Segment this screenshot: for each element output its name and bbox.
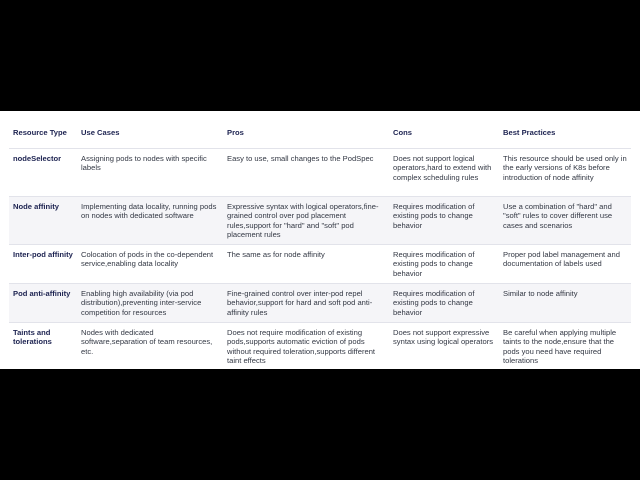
cons-cell: Requires modification of existing pods to change behavior [389,197,499,245]
table-row [9,245,631,284]
use-cases-cell: Colocation of pods in the co-dependent service,enabling data locality [77,245,223,284]
pros-cell: Fine-grained control over inter-pod repel behavior,support for hard and soft pod anti-affinity rules [223,284,389,323]
resource-type-cell: nodeSelector [9,149,77,197]
pros-cell: Does not require modification of existing pods,supports automatic eviction of pods without required toleration,supports different taint effects [223,323,389,373]
table-row [9,149,631,197]
pros-cell: Easy to use, small changes to the PodSpec [223,149,389,197]
table-row [9,197,631,245]
cons-cell: Requires modification of existing pods to change behavior [389,284,499,323]
cons-cell: Does not support logical operators,hard to extend with complex scheduling rules [389,149,499,197]
header-use-cases: Use Cases [81,127,120,137]
header-pros: Pros [227,127,244,137]
header-cons: Cons [393,127,412,137]
use-cases-cell: Implementing data locality, running pods on nodes with dedicated software [77,197,223,245]
table-row [9,323,631,373]
resource-type-cell: Pod anti-affinity [9,284,77,323]
cons-cell: Does not support expressive syntax using logical operators [389,323,499,373]
cons-cell: Requires modification of existing pods to change behavior [389,245,499,284]
resource-type-cell: Taints and tolerations [9,323,77,373]
header-best-practices: Best Practices [503,127,556,137]
use-cases-cell: Enabling high availability (via pod distribution),preventing inter-service competition for resources [77,284,223,323]
best-practices-cell: Use a combination of "hard" and "soft" rules to cover different use cases and scenarios [499,197,631,245]
best-practices-cell: Similar to node affinity [499,284,631,323]
best-practices-cell: This resource should be used only in the early versions of K8s before introduction of node affinity [499,149,631,197]
resource-type-cell: Node affinity [9,197,77,245]
table-row [9,284,631,323]
table-header-row [9,117,631,149]
pros-cell: Expressive syntax with logical operators,fine-grained control over pod placement rules,support for "hard" and "soft" pod placement rules [223,197,389,245]
resource-type-cell: Inter-pod affinity [9,245,77,284]
comparison-table [9,117,631,372]
pros-cell: The same as for node affinity [223,245,389,284]
best-practices-cell: Be careful when applying multiple taints to the node,ensure that the pods you need have required tolerations [499,323,631,373]
comparison-panel [0,111,640,369]
header-resource-type: Resource Type [13,127,67,137]
best-practices-cell: Proper pod label management and documentation of labels used [499,245,631,284]
use-cases-cell: Assigning pods to nodes with specific labels [77,149,223,197]
use-cases-cell: Nodes with dedicated software,separation of team resources, etc. [77,323,223,373]
